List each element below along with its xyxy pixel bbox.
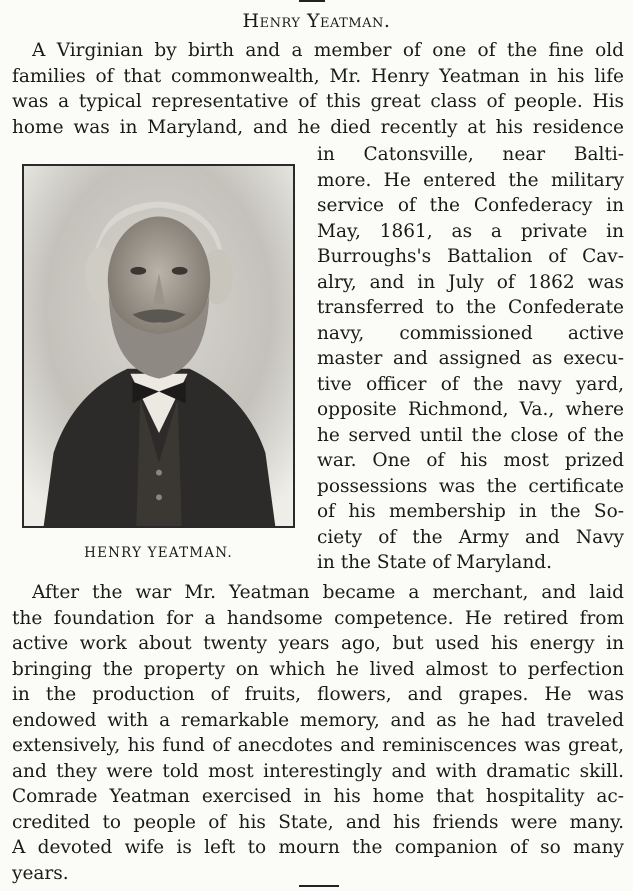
text-line: he served until the close of the [317,424,624,446]
text-line: of his membership in the So- [317,501,624,522]
text-line: endowed with a remarkable memory, and as he had traveled [12,709,624,731]
top-rule [299,0,325,2]
text-line: opposite Richmond, Va., where [317,399,624,420]
text-line: tive officer of the navy yard, [317,373,624,395]
text-line: war. One of his most prized [317,450,624,471]
text-line: in Catonsville, near Balti- [317,144,624,165]
text-line: Burroughs's Battalion of Cav- [317,246,624,267]
text-line: After the war Mr. Yeatman became a merchant, and laid [32,582,624,603]
text-line: was a typical representative of this great class of people. His [12,91,624,112]
text-line: service of the Confederacy in [317,195,624,216]
text-line: more. He entered the military [317,169,624,191]
text-line: navy, commissioned active [317,322,624,344]
portrait-illustration [24,166,293,526]
text-line: in the production of fruits, flowers, and grapes. He was [12,684,624,705]
text-line: families of that commonwealth, Mr. Henry Yeatman in his life [12,65,624,87]
text-line: active work about twenty years ago, but used his energy in [12,633,624,654]
text-line: credited to people of his State, and his friends were many. [12,811,624,833]
text-line: possessions was the certificate [317,475,624,497]
photo-caption: HENRY YEATMAN. [84,545,233,561]
text-line: Comrade Yeatman exercised in his home that hospitality ac- [12,786,624,807]
text-line: A Virginian by birth and a member of one of the fine old [32,40,624,61]
text-line: bringing the property on which he lived almost to perfection [12,658,624,680]
text-line: extensively, his fund of anecdotes and reminiscences was great, [12,735,624,756]
text-line: master and assigned as execu- [317,348,624,369]
bottom-rule [299,885,339,887]
text-line: and they were told most interestingly and with dramatic skill. [12,760,624,782]
text-line: May, 1861, as a private in [317,220,624,242]
text-line: years. [12,862,69,884]
text-line: ciety of the Army and Navy [317,526,624,548]
text-line: alry, and in July of 1862 was [317,271,624,293]
article-title: Henry Yeatman. [242,10,391,32]
text-line: home was in Maryland, and he died recently at his residence [12,116,624,138]
portrait-photo [22,164,295,528]
text-line: transferred to the Confederate [317,297,624,318]
text-line: the foundation for a handsome competence. He retired from [12,607,624,629]
text-line: in the State of Maryland. [317,552,553,573]
text-line: A devoted wife is left to mourn the companion of so many [12,837,624,858]
